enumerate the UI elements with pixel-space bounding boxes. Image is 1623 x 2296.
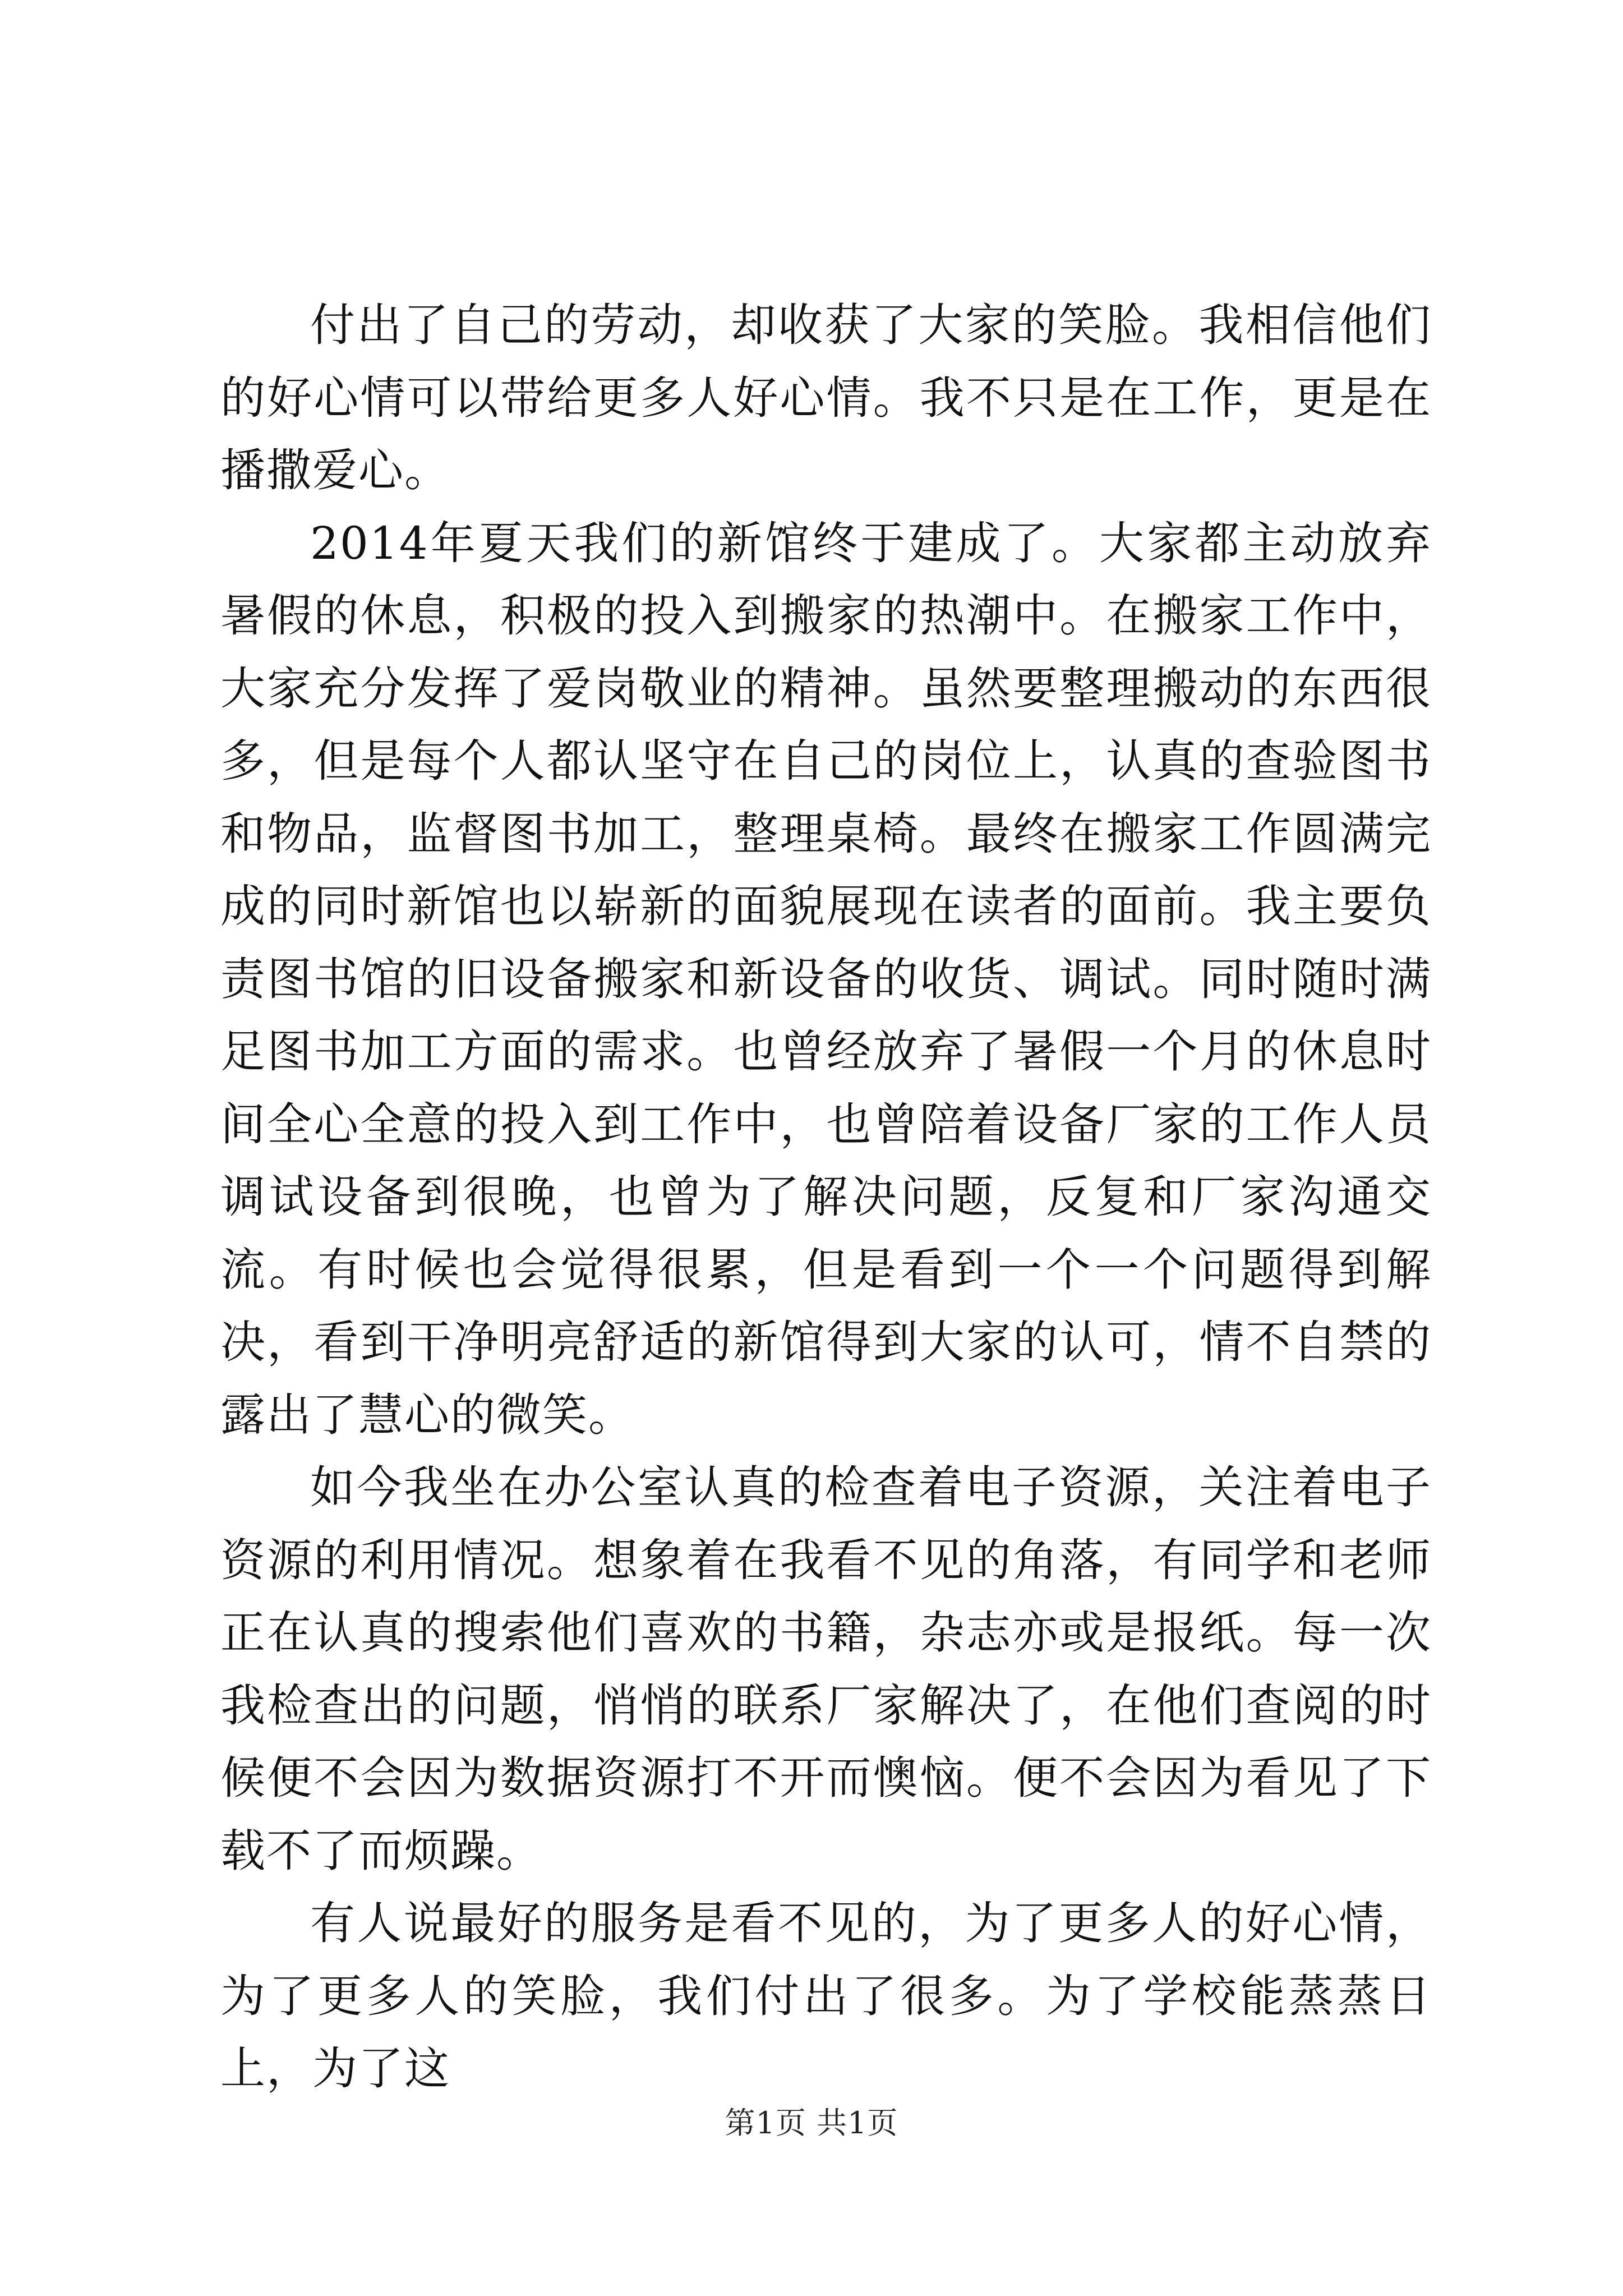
paragraph-2: 2014年夏天我们的新馆终于建成了。大家都主动放弃暑假的休息，积极的投入到搬家的热潮中。在搬家工作中，大家充分发挥了爱岗敬业的精神。虽然要整理搬动的东西很多，但是每个人都认坚守在自己的岗位上，认真的查验图书和物品，监督图书加工，整理桌椅。最终在搬家工作圆满完成的同时新馆也以崭新的面貌展现在读者的面前。我主要负责图书馆的旧设备搬家和新设备的收货、调试。同时随时满足图书加工方面的需求。也曾经放弃了暑假一个月的休息时间全心全意的投入到工作中，也曾陪着设备厂家的工作人员调试设备到很晚，也曾为了解决问题，反复和厂家沟通交流。有时候也会觉得很累，但是看到一个一个问题得到解决，看到干净明亮舒适的新馆得到大家的认可，情不自禁的露出了慧心的微笑。 xyxy=(220,517,1432,1441)
body-text xyxy=(220,289,1432,2105)
page-footer: 第1页 共1页 xyxy=(725,2105,898,2141)
paragraph-3: 如今我坐在办公室认真的检查着电子资源，关注着电子资源的利用情况。想象着在我看不见的角落，有同学和老师正在认真的搜索他们喜欢的书籍，杂志亦或是报纸。每一次我检查出的问题，悄悄的联系厂家解决了，在他们查阅的时候便不会因为数据资源打不开而懊恼。便不会因为看见了下载不了而烦躁。 xyxy=(220,1461,1432,1877)
paragraph-1: 付出了自己的劳动，却收获了大家的笑脸。我相信他们的好心情可以带给更多人好心情。我不只是在工作，更是在播撒爱心。 xyxy=(220,299,1432,496)
paragraph-4: 有人说最好的服务是看不见的，为了更多人的好心情，为了更多人的笑脸，我们付出了很多。为了学校能蒸蒸日上，为了这 xyxy=(220,1897,1432,2095)
